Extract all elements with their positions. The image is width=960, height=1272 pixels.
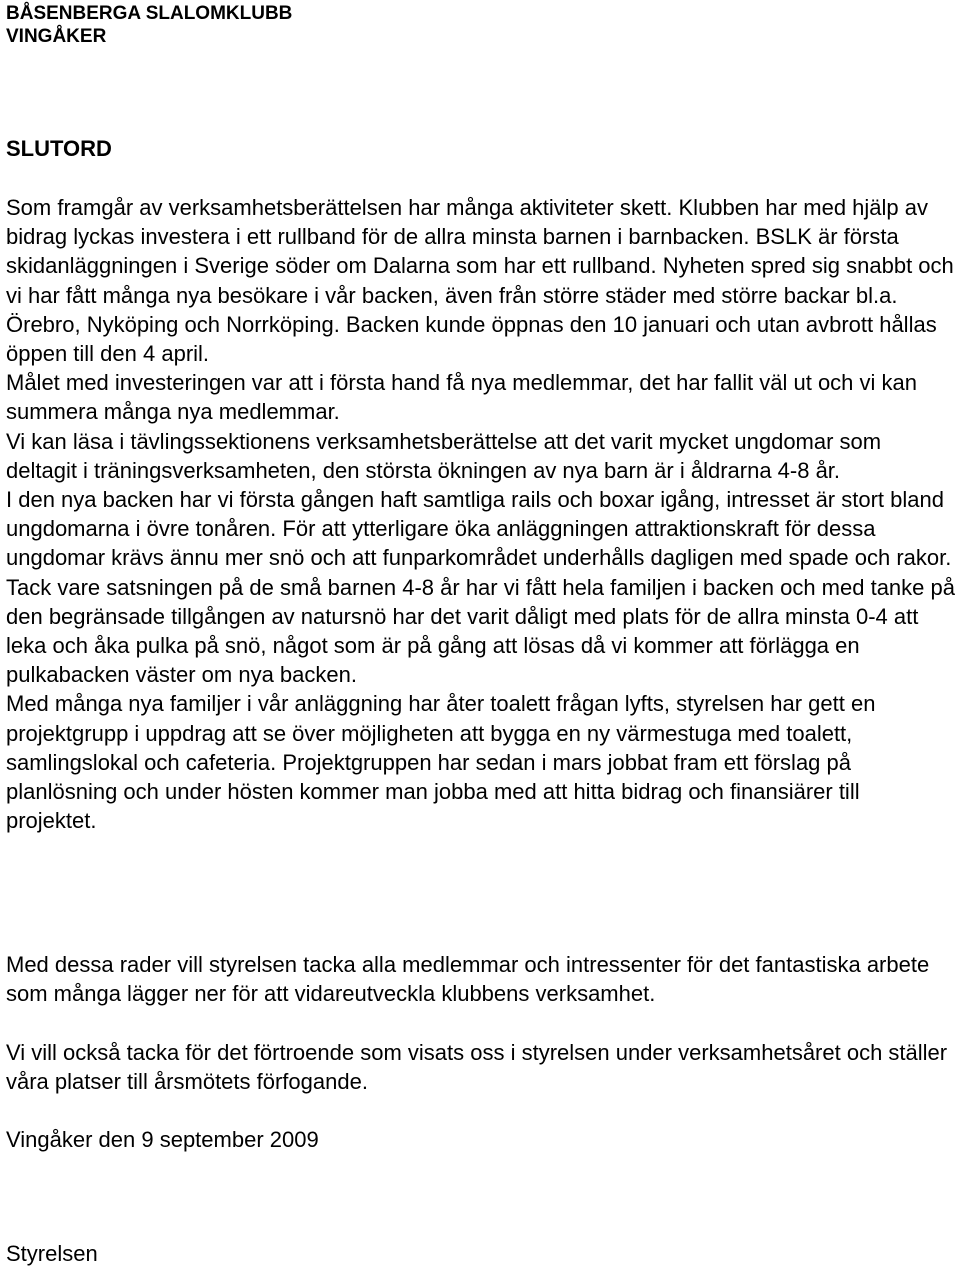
- paragraph: Med många nya familjer i vår anläggning har åter toalett frågan lyfts, styrelsen har gett en projektgrupp i uppdrag att se över möjligheten att bygga en ny värmestuga med toalett, samlingslokal och cafeteria. Projektgruppen har sedan i mars jobbat fram ett förslag på planlösning och under hösten kommer man jobba med att hitta bidrag och finansiärer till projektet.: [6, 691, 876, 834]
- date-line: Vingåker den 9 september 2009: [6, 1127, 319, 1152]
- paragraph: Tack vare satsningen på de små barnen 4-8 år har vi fått hela familjen i backen och med tanke på den begränsade tillgången av natursnö har det varit dåligt med plats för de allra minsta 0-4 att leka och åka pulka på snö, något som är på gång att lösas då vi kommer att förlägga en pulkabacken väster om nya backen.: [6, 574, 955, 688]
- paragraph: Vi kan läsa i tävlingssektionens verksamhetsberättelse att det varit mycket ungdomar som deltagit i träningsverksamheten, den största ökningen av nya barn är i åldrarna 4-8 år.: [6, 428, 882, 483]
- paragraph: I den nya backen har vi första gången haft samtliga rails och boxar igång, intresset är stort bland ungdomarna i övre tonåren. För att ytterligare öka anläggningen attraktionskraft för dessa ungdomar krävs ännu mer snö och att funparkområdet underhålls dagligen med spade och rakor.: [6, 487, 952, 571]
- paragraph: Som framgår av verksamhetsberättelsen har många aktiviteter skett. Klubben har med hjälp av bidrag lyckas investera i ett rullband för de allra minsta barnen i barnbacken. BSLK är första skidanläggningen i Sverige söder om Dalarna som har ett rullband. Nyheten spred sig snabbt och vi har fått många nya besökare i vår backen, även från större städer med större backar bl.a. Örebro, Nyköping och Norrköping. Backen kunde öppnas den 10 januari och utan avbrott hållas öppen till den 4 april.: [6, 195, 954, 367]
- signature: Styrelsen: [6, 1241, 98, 1266]
- thanks-trust-paragraph: Vi vill också tacka för det förtroende som visats oss i styrelsen under verksamhetsåret och ställer våra platser till årsmötets förfogande.: [6, 1040, 948, 1095]
- club-name: BÅSENBERGA SLALOMKLUBB: [6, 3, 293, 24]
- body-text: [6, 193, 956, 835]
- club-header: [6, 2, 292, 48]
- section-heading: SLUTORD: [6, 136, 112, 161]
- club-location: VINGÅKER: [6, 26, 107, 47]
- thanks-members-paragraph: Med dessa rader vill styrelsen tacka alla medlemmar och intressenter för det fantastiska arbete som många lägger ner för att vidareutveckla klubbens verksamhet.: [6, 952, 930, 1007]
- paragraph: Målet med investeringen var att i första hand få nya medlemmar, det har fallit väl ut och vi kan summera många nya medlemmar.: [6, 370, 918, 425]
